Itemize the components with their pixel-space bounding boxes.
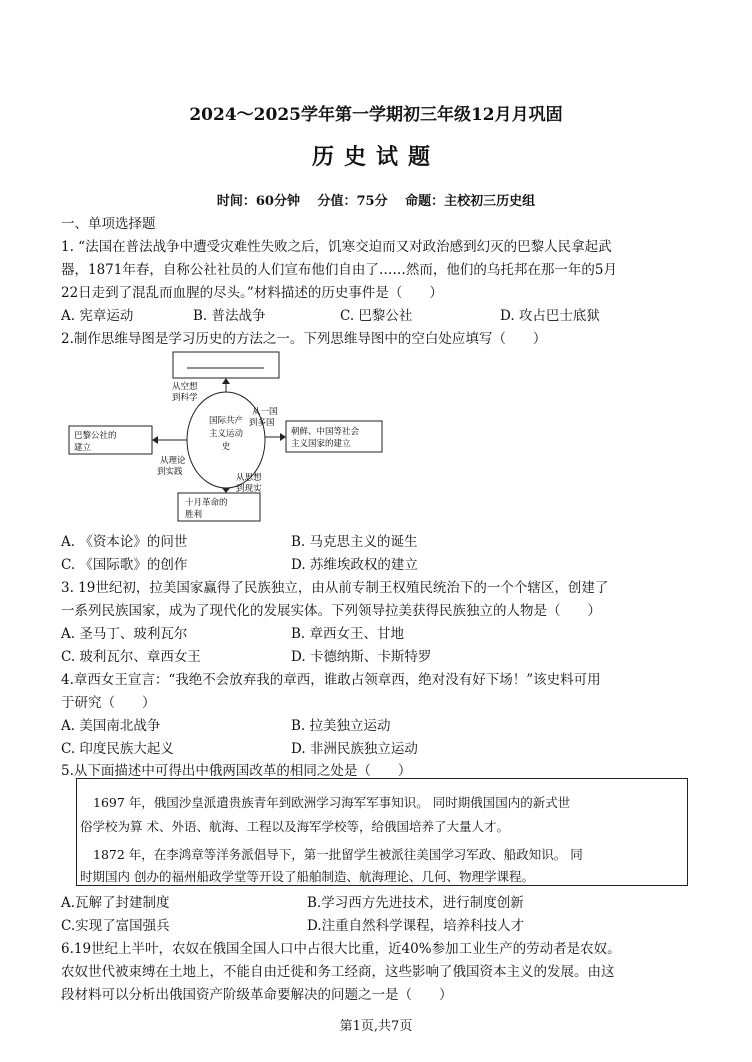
right-box-text-1: 朝鲜、中国等社会 — [291, 427, 360, 437]
arrow-right-head — [280, 433, 286, 441]
exam-title: 2024～2025学年第一学期初三年级12月月巩固 — [189, 105, 563, 125]
q1-option-d: D. 攻占巴士底狱 — [500, 308, 600, 324]
q2-option-d: D. 苏维埃政权的建立 — [291, 557, 418, 573]
q5-option-c: C.实现了富国强兵 — [61, 918, 170, 934]
q5-option-a: A.瓦解了封建制度 — [61, 895, 170, 911]
label-top-1: 从空想 — [172, 382, 198, 392]
q3-option-c: C. 玻利瓦尔、章西女王 — [61, 649, 201, 665]
q6-line-2: 农奴世代被束缚在土地上，不能自由迁徙和务工经商，这些影响了俄国资本主义的发展。由这 — [61, 964, 615, 980]
q1-line-2: 器，1871年春，自称公社社员的人们宣布他们自由了……然而，他们的乌托邦在那一年的5月 — [61, 262, 617, 278]
arrow-top-head — [222, 378, 230, 384]
q1-option-b: B. 普法战争 — [193, 308, 266, 324]
label-bottom-1: 从思想 — [236, 473, 262, 483]
q5-material-line-2: 俗学校为算 术、外语、航海、工程以及海军学校等，给俄国培养了大量人才。 — [80, 819, 509, 834]
q4-option-a: A. 美国南北战争 — [61, 718, 161, 734]
arrow-bottom-head — [222, 488, 230, 493]
q4-line-2: 于研究（ ） — [61, 695, 156, 711]
label-right-1: 从一国 — [252, 407, 278, 417]
q1-line-1: 1. “法国在普法战争中遭受灾难性失败之后，饥寒交迫而又对政治感到幻灭的巴黎人民拿起武 — [61, 239, 612, 255]
q6-line-3: 段材料可以分析出俄国资产阶级革命要解决的问题之一是（ ） — [61, 987, 453, 1003]
q4-line-1: 4.章西女王宣言：“我绝不会放弃我的章西，谁敢占领章西，绝对没有好下场！”该史料可用 — [61, 672, 601, 688]
q2-option-c: C. 《国际歌》的创作 — [61, 557, 188, 573]
q5-material-line-4: 时期国内 创办的福州船政学堂等开设了船舶制造、航海理论、几何、物理学课程。 — [80, 869, 534, 884]
left-box-text-1: 巴黎公社的 — [74, 431, 117, 441]
arrow-left-head — [152, 436, 158, 444]
q6-line-1: 6.19世纪上半叶，农奴在俄国全国人口中占很大比重，近40%参加工业生产的劳动者是农奴。 — [61, 941, 621, 957]
q3-option-a: A. 圣马丁、玻利瓦尔 — [61, 626, 188, 642]
q2-option-b: B. 马克思主义的诞生 — [291, 534, 418, 550]
center-text-2: 主义运动 — [208, 429, 244, 439]
bottom-box-text-2: 胜利 — [185, 510, 203, 520]
right-box-text-2: 主义国家的建立 — [291, 439, 351, 449]
q3-line-2: 一系列民族国家，成为了现代化的发展实体。下列领导拉美获得民族独立的人物是（ ） — [61, 603, 601, 619]
left-box-text-2: 建立 — [74, 443, 92, 453]
label-bottom-2: 到现实 — [236, 484, 262, 494]
q5-material-line-1: 1697 年，俄国沙皇派遣贵族青年到欧洲学习海军军事知识。 同时期俄国国内的新式世 — [93, 795, 571, 810]
q5-option-b: B.学习西方先进技术，进行制度创新 — [307, 895, 524, 911]
bottom-box-text-1: 十月革命的 — [185, 498, 228, 508]
q2-option-a: A. 《资本论》的问世 — [61, 534, 188, 550]
mindmap-top-box — [173, 352, 279, 378]
q3-line-1: 3. 19世纪初，拉美国家赢得了民族独立，由从前专制王权殖民统治下的一个个辖区，创建了 — [61, 580, 609, 596]
q5-material-box — [76, 778, 688, 886]
exam-meta: 时间：60分钟 分值：75分 命题：主校初三历史组 — [216, 194, 536, 209]
q5-stem: 5.从下面描述中可得出中俄两国改革的相同之处是（ ） — [61, 763, 412, 779]
label-top-2: 到科学 — [172, 393, 198, 403]
q1-option-c: C. 巴黎公社 — [340, 308, 413, 324]
section-heading: 一、单项选择题 — [61, 216, 156, 232]
q1-option-a: A. 宪章运动 — [61, 308, 134, 324]
q5-option-d: D.注重自然科学课程，培养科技人才 — [307, 918, 525, 934]
q3-option-d: D. 卡德纳斯、卡斯特罗 — [291, 649, 432, 665]
q3-option-b: B. 章西女王、甘地 — [291, 626, 405, 642]
subject-title: 历史试题 — [311, 144, 440, 170]
q5-material-line-3: 1872 年，在李鸿章等洋务派倡导下，第一批留学生被派往美国学习军政、船政知识。 同 — [93, 847, 583, 862]
center-text-1: 国际共产 — [208, 416, 244, 426]
page-footer: 第1页,共7页 — [339, 1019, 413, 1034]
q4-option-d: D. 非洲民族独立运动 — [291, 741, 418, 757]
label-left-1: 从理论 — [160, 456, 186, 466]
center-text-3: 史 — [221, 442, 231, 452]
label-left-2: 到实践 — [157, 467, 183, 477]
q4-option-b: B. 拉美独立运动 — [291, 718, 391, 734]
q2-stem: 2.制作思维导图是学习历史的方法之一。下列思维导图中的空白处应填写（ ） — [61, 331, 547, 347]
q4-option-c: C. 印度民族大起义 — [61, 741, 174, 757]
q1-line-3: 22日走到了混乱而血腥的尽头。”材料描述的历史事件是（ ） — [61, 285, 443, 301]
label-right-2: 到多国 — [249, 418, 275, 428]
